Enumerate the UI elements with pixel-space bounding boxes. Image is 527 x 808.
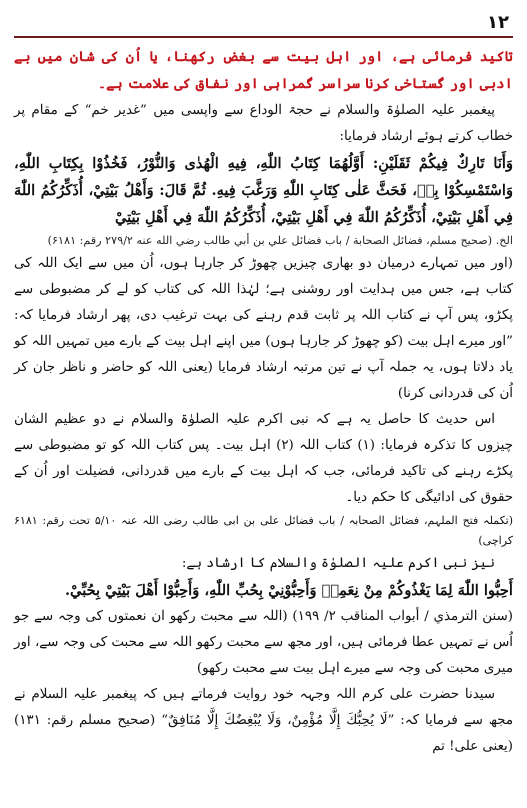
citation-muslim: الخ. (صحيح مسلم، فضائل الصحابة / باب فضائل علي بن أبي طالب رضي الله عنه ۲۷۹/۲ رقم: ۶۱۸۱) <box>47 234 513 247</box>
citation-takmila: (تکملہ فتح الملہم، فضائل الصحابہ / باب فضائل علی بن ابی طالب رضی اللہ عنہ ۵/۱۰ تحت رقم: ۶۱۸۱ کراچی) <box>14 514 513 547</box>
page-header <box>14 8 513 38</box>
paragraph-translation: (اور میں تمہارے درمیان دو بھاری چیزیں چھوڑ کر جارہا ہوں، اُن میں سے ایک اللہ کی کتاب ہے، جس میں ہدایت اور روشنی ہے؛ لہٰذا اللہ کی کتاب کو لے کر مضبوطی سے پکڑو، پس آپ نے کتاب اللہ پر ثابت قدم رہنے کی بہت ترغیب دی، پھر ارشاد فرمایا کہ: ”اور میرے اہل بیت (کو چھوڑ کر جارہا ہوں) میں اپنے اہل بیت کے بارے میں تمہیں اللہ کو یاد دلاتا ہوں، یہ جملہ آپ نے تین مرتبہ ارشاد فرمایا (یعنی اللہ کو حاضر و ناظر جان کر اُن کی قدردانی کرنا) <box>14 256 513 401</box>
paragraph-intro: پیغمبر علیہ الصلوٰۃ والسلام نے حجۃ الوداع سے واپسی میں ”غدیر خم“ کے مقام پر خطاب کرتے ہوئے ارشاد فرمایا: <box>14 103 513 144</box>
paragraph-warning: تاکید فرمائی ہے، اور اہل بیت سے بغض رکھنا، یا اُن کی شان میں بے ادبی اور گستاخی کرنا سراسر گمراہی اور نفاق کی علامت ہے۔ <box>14 49 513 92</box>
arabic-hadith-love: أَحِبُّوا اللّٰهَ لِمَا يَغْذُوكُمْ مِنْ نِعَمِهٖ وَأَحِبُّوْنِيْ بِحُبِّ اللّٰهِ، وَأَحِبُّوْا أَهْلَ بَيْتِيْ بِحُبِّيْ. <box>64 582 513 599</box>
paragraph-summary: اس حدیث کا حاصل یہ ہے کہ نبی اکرم علیہ الصلوٰۃ والسلام نے دو عظیم الشان چیزوں کا تذکرہ فرمایا: (۱) کتاب اللہ (۲) اہل بیت۔ پس کتاب اللہ کو تو مضبوطی سے پکڑے رہنے کی تاکید فرمائی، جب کہ اہل بیت کے بارے میں قدردانی، فضیلت اور اُن کے حقوق کی ادائیگی کا حکم دیا۔ <box>14 412 513 505</box>
paragraph-saying-intro: نیز نبی اکرم علیہ الصلوٰۃ والسلام کا ارشاد ہے: <box>181 556 495 571</box>
paragraph-tirmidhi: (سنن الترمذي / أبواب المناقب ۲/ ۱۹۹) (اللہ سے محبت رکھو ان نعمتوں کی وجہ سے جو اُس نے تمہیں عطا فرمائی ہیں، اور مجھ سے محبت رکھو اللہ سے محبت کی وجہ سے، اور میری محبت کی وجہ سے میرے اہل بیت سے محبت رکھو) <box>14 609 513 676</box>
arabic-hadith-thaqalayn: وَأَنَا تَارِكٌ فِيكُمْ ثَقَلَيْنِ: أَوَّلُهُمَا كِتَابُ اللّٰهِ، فِيهِ الْهُدٰى وَالنُّوْرُ، فَخُذُوْا بِكِتَابِ اللّٰهِ، وَاسْتَمْسِكُوْا بِهٖ، فَحَثَّ عَلٰى كِتَابِ اللّٰهِ وَرَغَّبَ فِيهِ. ثُمَّ قَالَ: وَأَهْلُ بَيْتِيْ، أُذَكِّرُكُمُ اللّٰهَ فِي أَهْلِ بَيْتِيْ، أُذَكِّرُكُمُ اللّٰهَ فِي أَهْلِ بَيْتِيْ، أُذَكِّرُكُمُ اللّٰهَ فِي أَهْلِ بَيْتِيْ <box>14 155 513 226</box>
page-number: ١٢ <box>487 11 509 33</box>
paragraph-ali: سیدنا حضرت علی کرم اللہ وجہہ خود روایت فرماتے ہیں کہ پیغمبر علیہ السلام نے مجھ سے فرمایا کہ: ”لَا يُحِبُّكَ إِلَّا مُؤْمِنٌ، وَلَا يُبْغِضُكَ إِلَّا مُنَافِقٌ“ (صحيح مسلم رقم: ۱۳۱) (یعنی علی! تم <box>14 687 513 754</box>
